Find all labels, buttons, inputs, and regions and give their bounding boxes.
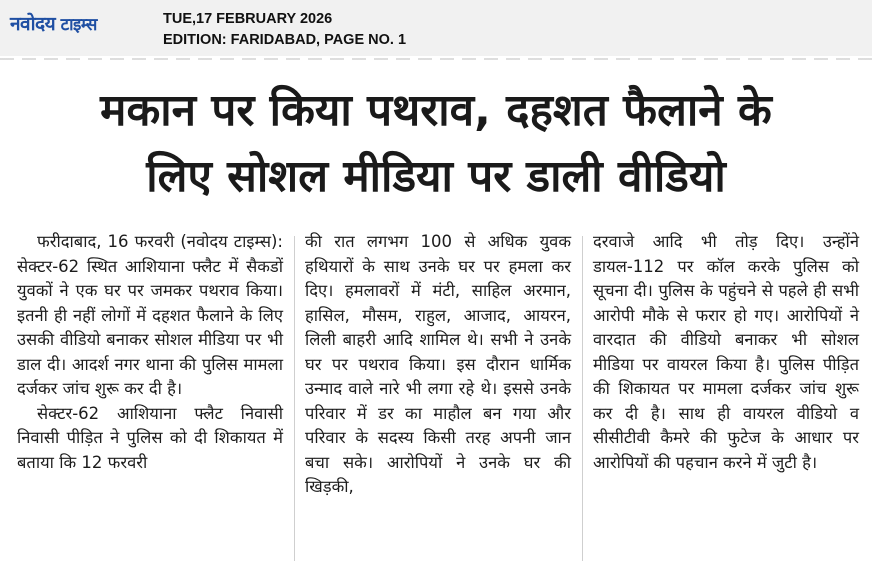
article-headline xyxy=(0,78,872,210)
publication-date: TUE,17 FEBRUARY 2026 xyxy=(163,11,333,27)
headline-line-2: लिए सोशल मीडिया पर डाली वीडियो xyxy=(146,151,726,202)
column-1-paragraph-2: सेक्टर-62 आशियाना फ्लैट निवासी निवासी पीड़ित ने पुलिस को दी शिकायत में बताया कि 12 फरवरी xyxy=(17,403,283,472)
logo-sub-text: टाइम्स xyxy=(60,15,97,35)
article-column-3 xyxy=(593,230,859,475)
column-divider xyxy=(582,236,583,561)
column-1-paragraph-1: फरीदाबाद, 16 फरवरी (नवोदय टाइम्स): सेक्टर-62 स्थित आशियाना फ्लैट में सैकडों युवकों ने एक घर पर जमकर पथराव किया। इतनी ही नहीं लोगों में दहशत फैलाने के लिए उसकी वीडियो बनाकर सोशल मीडिया पर भी डाल दी। आदर्श नगर थाना की पुलिस मामला दर्जकर जांच शुरू कर दी है। xyxy=(17,232,283,398)
column-divider xyxy=(294,236,295,561)
article-column-1 xyxy=(17,230,283,475)
column-2-text: की रात लगभग 100 से अधिक युवक हथियारों के साथ उनके घर पर हमला कर दिए। हमलावरों में मंटी, साहिल अरमान, हासिल, मौसम, राहुल, आजाद, आयरन, लिली बाहरी आदि शामिल थे। सभी ने उनके घर पर पथराव किया। इस दौरान धार्मिक उन्माद वाले नारे भी लगा रहे थे। इससे उनके परिवार में डर का माहौल बन गया और परिवार के सदस्य किसी तरह अपनी जान बचा सके। आरोपियों ने उनके घर की खिड़की, xyxy=(305,232,571,496)
edition-info xyxy=(163,9,406,51)
masthead-bar xyxy=(0,0,872,56)
article-column-2 xyxy=(305,230,571,500)
edition-page: EDITION: FARIDABAD, PAGE NO. 1 xyxy=(163,32,407,48)
header-divider xyxy=(0,58,872,60)
logo-main-text: नवोदय xyxy=(10,13,56,35)
newspaper-logo[interactable] xyxy=(10,10,97,36)
headline-line-1: मकान पर किया पथराव, दहशत फैलाने के xyxy=(100,85,772,136)
column-3-text: दरवाजे आदि भी तोड़ दिए। उन्होंने डायल-112 पर कॉल करके पुलिस को सूचना दी। पुलिस के पहुंचने से पहले ही सभी आरोपी मौके से फरार हो गए। आरोपियों ने वारदात की वीडियो बनाकर भी सोशल मीडिया पर वायरल किया है। पुलिस पीड़ित की शिकायत पर मामला दर्जकर जांच शुरू कर दी है। साथ ही वायरल वीडियो व सीसीटीवी कैमरे की फुटेज के आधार पर आरोपियों की पहचान करने में जुटी है। xyxy=(593,232,859,472)
